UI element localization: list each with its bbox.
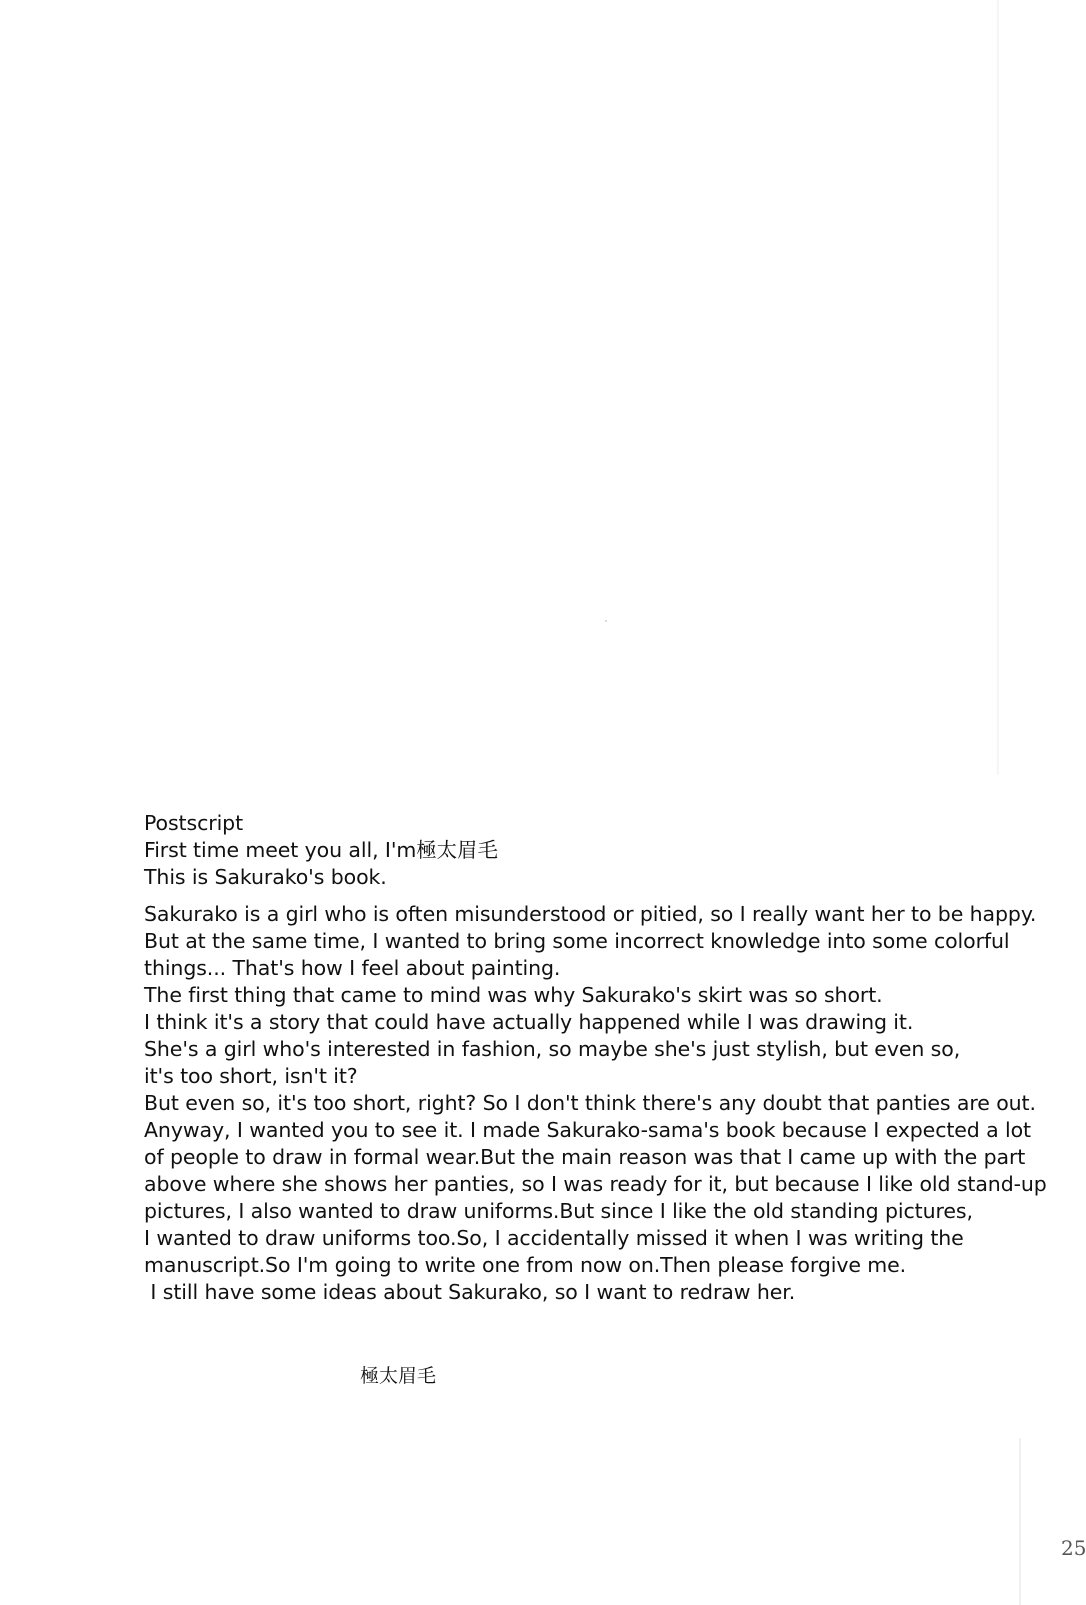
body-line: things... That's how I feel about painting. <box>144 956 561 980</box>
body-line: I think it's a story that could have actually happened while I was drawing it. <box>144 1010 914 1034</box>
body-line: of people to draw in formal wear.But the main reason was that I came up with the part <box>144 1145 1026 1169</box>
scan-edge-line <box>997 0 999 775</box>
body-line: But even so, it's too short, right? So I don't think there's any doubt that panties are out. <box>144 1091 1036 1115</box>
author-signature: 極太眉毛 <box>360 1365 437 1387</box>
intro-line: First time meet you all, I'm極太眉毛 <box>144 838 498 862</box>
body-line: The first thing that came to mind was why Sakurako's skirt was so short. <box>144 983 883 1007</box>
body-line: manuscript.So I'm going to write one from now on.Then please forgive me. <box>144 1253 907 1277</box>
body-line: I still have some ideas about Sakurako, so I want to redraw her. <box>144 1280 796 1304</box>
body-line: But at the same time, I wanted to bring some incorrect knowledge into some colorful <box>144 929 1010 953</box>
body-line: I wanted to draw uniforms too.So, I accidentally missed it when I was writing the <box>144 1226 964 1250</box>
body-line: it's too short, isn't it? <box>144 1064 358 1088</box>
body-line: Sakurako is a girl who is often misunderstood or pitied, so I really want her to be happy. <box>144 902 1037 926</box>
scan-edge-line <box>1019 1438 1021 1605</box>
postscript-heading: Postscript <box>144 811 244 835</box>
page-number: 25 <box>1061 1536 1086 1560</box>
postscript-block <box>144 810 1064 1306</box>
paragraph-gap <box>144 891 1064 901</box>
body-line: pictures, I also wanted to draw uniforms.But since I like the old standing pictures, <box>144 1199 973 1223</box>
scan-speck <box>605 620 607 622</box>
body-line: She's a girl who's interested in fashion, so maybe she's just stylish, but even so, <box>144 1037 961 1061</box>
body-line: Anyway, I wanted you to see it. I made Sakurako-sama's book because I expected a lot <box>144 1118 1031 1142</box>
body-line: above where she shows her panties, so I was ready for it, but because I like old stand-up <box>144 1172 1047 1196</box>
intro-line: This is Sakurako's book. <box>144 865 387 889</box>
